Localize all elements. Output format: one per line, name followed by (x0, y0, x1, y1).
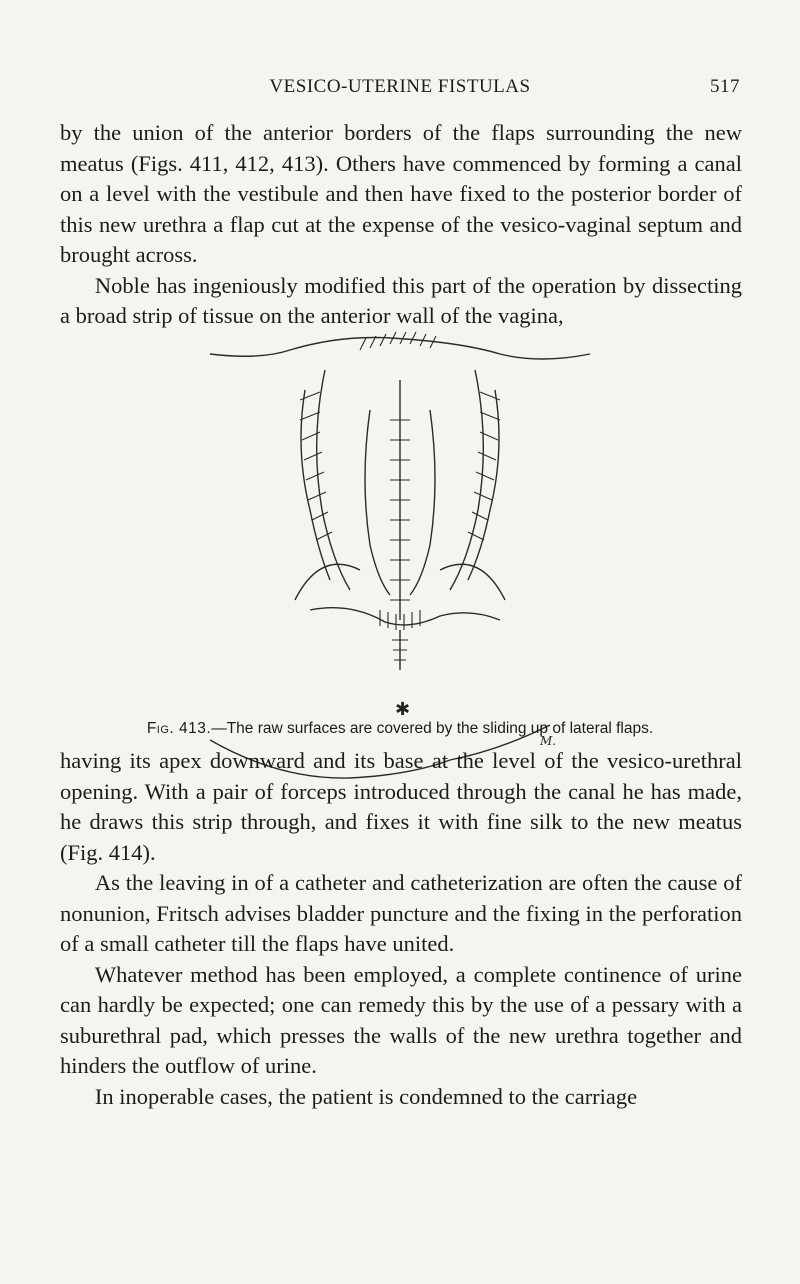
text-block-top (60, 118, 742, 332)
figure-signature: M. (540, 734, 557, 748)
paragraph: In inoperable cases, the patient is condemned to the carriage (94, 1083, 638, 1109)
paragraph: Whatever method has been employed, a complete continence of urine can hardly be expected; one can remedy this by the use of a pessary with a suburethral pad, which presses the walls of the new urethra together and hinders the outflow of urine. (60, 961, 742, 1078)
caption-text: —The raw surfaces are covered by the sliding up of lateral flaps. (211, 720, 654, 737)
paragraph: As the leaving in of a catheter and catheterization are often the cause of nonunion, Fritsch advises bladder puncture and the fixing in the perforation of a small catheter till the flaps have united. (60, 870, 742, 956)
paragraph: having its apex downward and its base at the level of the vesico-urethral opening. With a pair of forceps introduced through the canal he has made, he draws this strip through, and fixes it with fine silk to the new meatus (Fig. 414). (60, 748, 742, 865)
figure-caption (60, 720, 740, 738)
running-title: VESICO-UTERINE FISTULAS (269, 76, 531, 97)
paragraph: Noble has ingeniously modified this part of the operation by dissecting a broad strip of tissue on the anterior wall of the vagina, (60, 272, 742, 328)
svg-text:✱: ✱ (395, 699, 411, 720)
running-header (60, 76, 740, 102)
paragraph: by the union of the anterior borders of the flaps surrounding the new meatus (Figs. 411, 412, 413). Others have commenced by forming a canal on a level with the vestibule and then have fixed to the posterior border of this new urethra a flap cut at the expense of the vesico-vaginal septum and brought across. (60, 120, 742, 267)
page-number: 517 (710, 76, 740, 97)
text-block-bottom (60, 746, 742, 1112)
caption-label: Fig. 413. (146, 720, 212, 737)
